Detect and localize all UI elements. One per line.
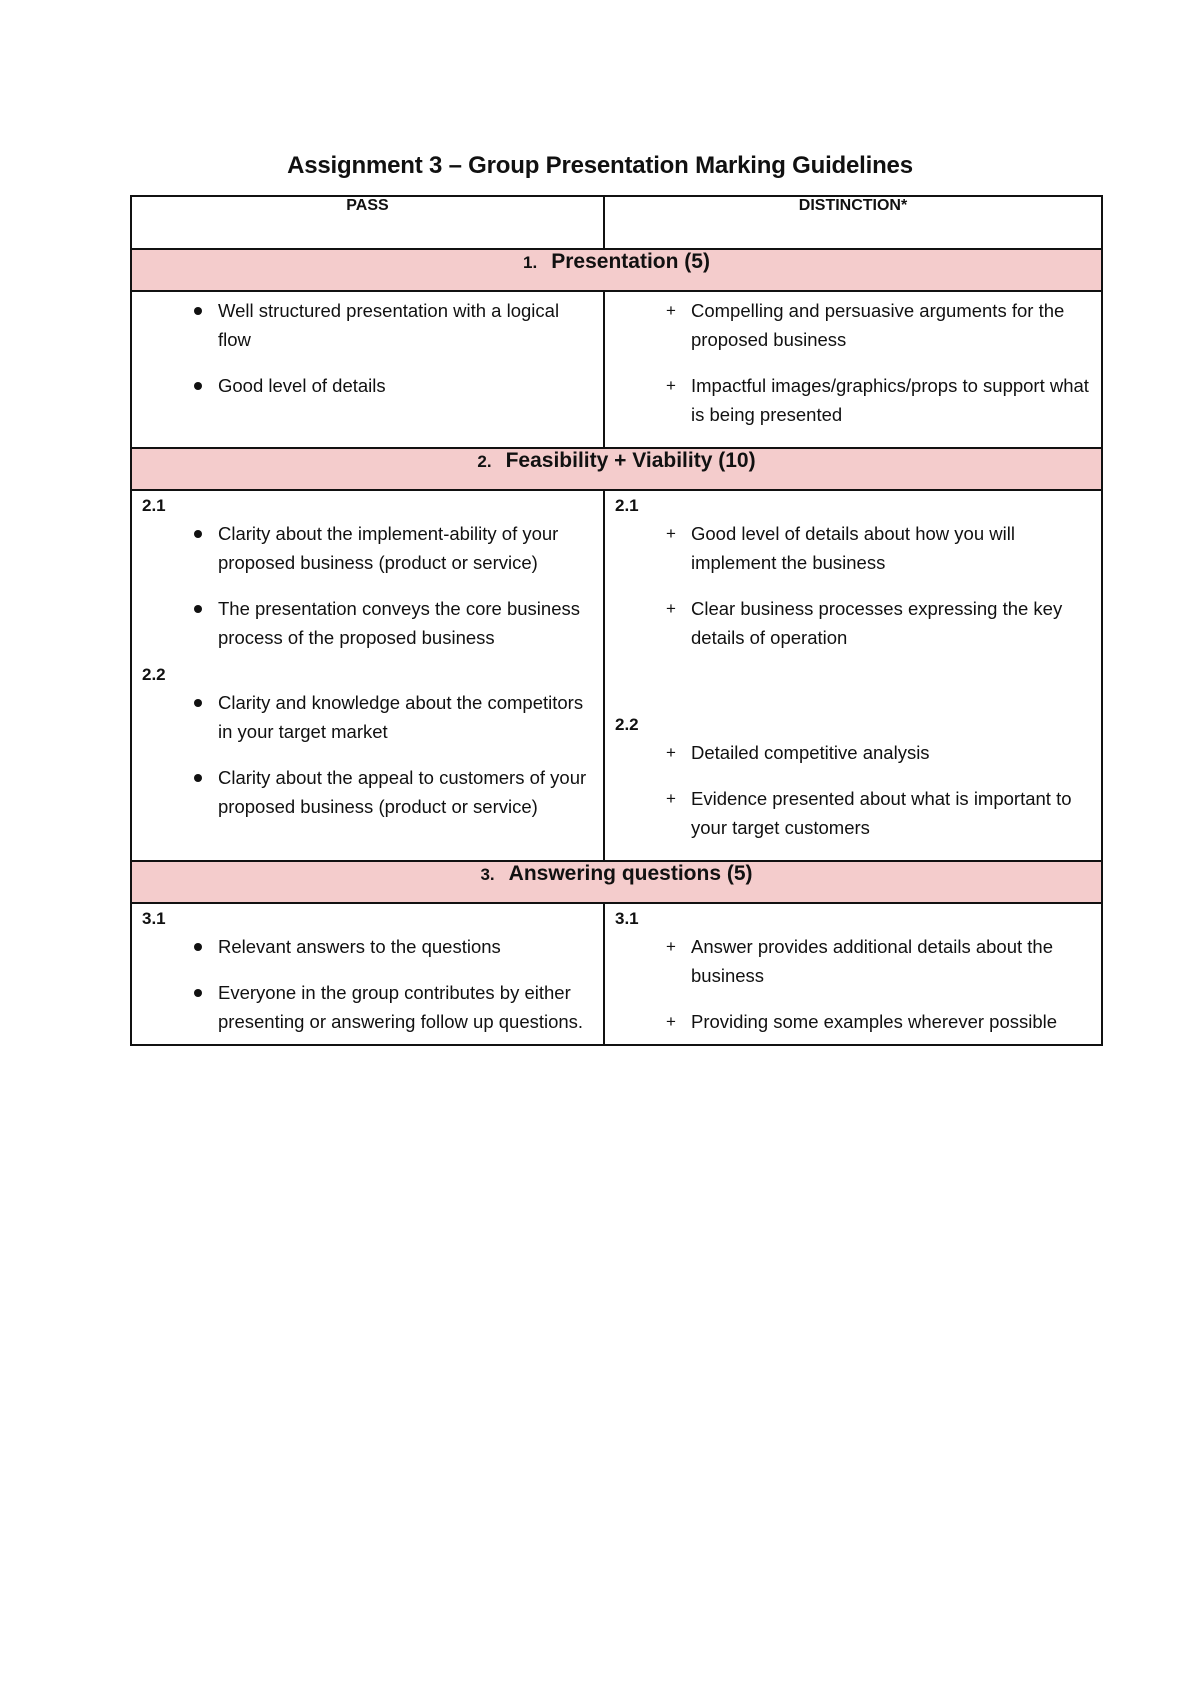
section-header: [131, 249, 1102, 291]
section-number: 3.: [480, 865, 495, 884]
list-item: [142, 371, 593, 400]
list-item: [142, 688, 593, 746]
criteria-list: [615, 519, 1091, 652]
section-header: [131, 861, 1102, 903]
criterion-text: Well structured presentation with a logical flow: [218, 300, 560, 350]
subsection-label: 3.1: [615, 909, 639, 928]
subsection-label: 2.1: [142, 496, 166, 515]
criteria-row: [131, 291, 1102, 448]
criterion-text: Clear business processes expressing the key details of operation: [691, 598, 1063, 648]
criterion-text: Detailed competitive analysis: [691, 742, 930, 763]
criteria-list: [142, 688, 593, 821]
list-item: [615, 932, 1091, 990]
criterion-text: Good level of details about how you will implement the business: [691, 523, 1015, 573]
section-title: Feasibility + Viability (10): [505, 449, 756, 472]
criterion-text: Everyone in the group contributes by either presenting or answering follow up questions.: [218, 982, 584, 1032]
criteria-list: [142, 519, 593, 652]
criterion-text: Impactful images/graphics/props to support what is being presented: [691, 375, 1089, 425]
criterion-text: Providing some examples wherever possible: [691, 1011, 1058, 1032]
criteria-list: [615, 738, 1091, 842]
distinction-column-header: DISTINCTION*: [604, 196, 1102, 249]
section-header-row: [131, 249, 1102, 291]
criterion-text: The presentation conveys the core business process of the proposed business: [218, 598, 580, 648]
criteria-list: [615, 932, 1091, 1036]
distinction-criteria-cell: [604, 291, 1102, 448]
plus-icon: +: [666, 789, 676, 808]
criterion-text: Evidence presented about what is important to your target customers: [691, 788, 1072, 838]
subsection-label: 2.2: [142, 665, 166, 684]
criteria-list: [615, 296, 1091, 429]
distinction-criteria-cell: [604, 490, 1102, 861]
list-item: [615, 1007, 1091, 1036]
distinction-criteria-cell: [604, 903, 1102, 1045]
criteria-list: [142, 296, 593, 400]
criterion-text: Clarity about the implement-ability of your proposed business (product or service): [218, 523, 559, 573]
marking-guidelines-table: [130, 195, 1103, 1046]
plus-icon: +: [666, 376, 676, 395]
criterion-text: Compelling and persuasive arguments for the proposed business: [691, 300, 1065, 350]
list-item: [615, 296, 1091, 354]
criterion-text: Answer provides additional details about the business: [691, 936, 1054, 986]
list-item: [615, 594, 1091, 652]
criterion-text: Clarity and knowledge about the competitors in your target market: [218, 692, 584, 742]
criterion-text: Good level of details: [218, 375, 386, 396]
list-item: [615, 519, 1091, 577]
plus-icon: +: [666, 1012, 676, 1031]
criterion-text: Clarity about the appeal to customers of your proposed business (product or service): [218, 767, 587, 817]
section-header: [131, 448, 1102, 490]
pass-criteria-cell: [131, 490, 604, 861]
table-header-row: [131, 196, 1102, 249]
list-item: [142, 296, 593, 354]
section-number: 1.: [523, 253, 538, 272]
page-title: Assignment 3 – Group Presentation Marking Guidelines: [287, 152, 913, 179]
criteria-row: [131, 490, 1102, 861]
list-item: [615, 738, 1091, 767]
section-title: Presentation (5): [551, 250, 710, 273]
subsection-label: 2.1: [615, 496, 639, 515]
list-item: [142, 519, 593, 577]
plus-icon: +: [666, 524, 676, 543]
section-header-row: [131, 448, 1102, 490]
section-title: Answering questions (5): [508, 862, 753, 885]
pass-criteria-cell: [131, 291, 604, 448]
subsection-label: 2.2: [615, 715, 639, 734]
list-item: [142, 978, 593, 1036]
list-item: [142, 594, 593, 652]
list-item: [142, 932, 593, 961]
pass-column-header: PASS: [131, 196, 604, 249]
plus-icon: +: [666, 599, 676, 618]
pass-criteria-cell: [131, 903, 604, 1045]
section-header-row: [131, 861, 1102, 903]
subsection-label: 3.1: [142, 909, 166, 928]
criteria-list: [142, 932, 593, 1036]
list-item: [615, 784, 1091, 842]
plus-icon: +: [666, 937, 676, 956]
list-item: [142, 763, 593, 821]
list-item: [615, 371, 1091, 429]
plus-icon: +: [666, 743, 676, 762]
section-number: 2.: [477, 452, 492, 471]
criteria-row: [131, 903, 1102, 1045]
criterion-text: Relevant answers to the questions: [218, 936, 501, 957]
plus-icon: +: [666, 301, 676, 320]
